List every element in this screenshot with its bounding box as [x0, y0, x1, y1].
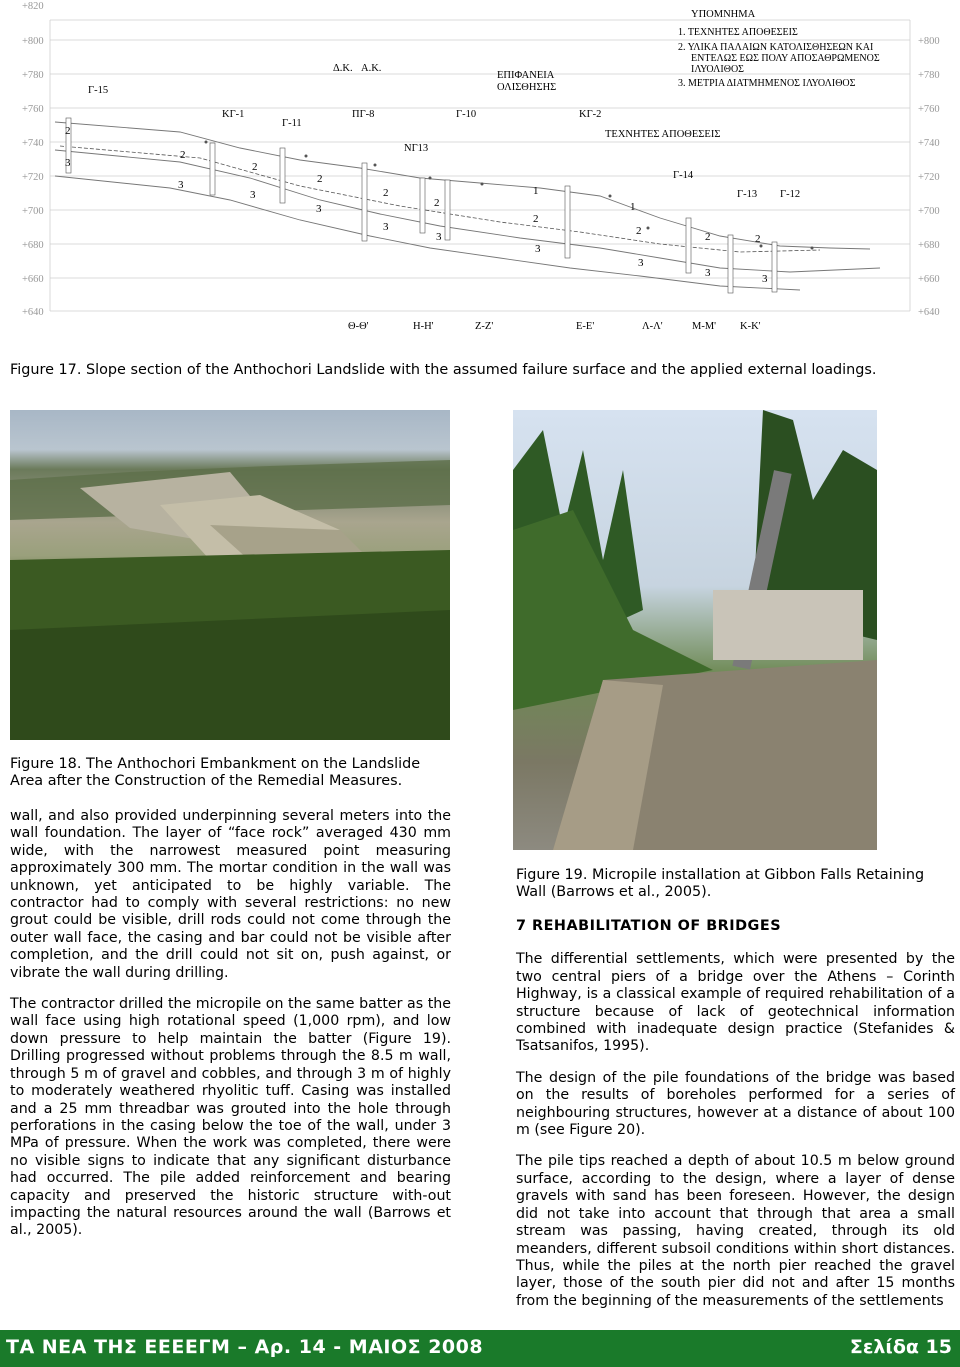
elev-left-820: +820	[22, 1, 44, 12]
label-fill: ΤΕΧΝΗΤΕΣ ΑΠΟΘΕΣΕΙΣ	[605, 129, 721, 140]
borehole-g14	[686, 218, 691, 273]
section-heading: 7 REHABILITATION OF BRIDGES	[516, 918, 782, 934]
cut-label: Κ-Κ'	[740, 321, 761, 332]
layer-num: 2	[434, 197, 440, 209]
label-dk: Δ.Κ.	[333, 63, 353, 74]
cut-label: Ζ-Ζ'	[475, 321, 494, 332]
layer-num: 2	[383, 187, 389, 199]
figure-17-caption: Figure 17. Slope section of the Anthochori Landslide with the assumed failure surface and the applied external loadings.	[10, 362, 877, 378]
layer-num: 3	[535, 243, 541, 255]
left-paragraph-2: The contractor drilled the micropile on the same batter as the wall face using high rotational speed (1,000 rpm), and low down pressure to help maintain the batter (Figure 19). Drilling progressed without problems through the 8.5 m wall, through 5 m of gravel and cobbles, and through 3 m of highly to moderately weathered rhyolitic tuff. Casing was installed and a 25 mm threadbar was grouted into the hole through perforations in the casing below the toe of the wall, under 3 MPa of pressure. When the work was completed, there were no visible signs to indicate that any significant disturbance had occurred. The pile added reinforcement and bearing capacity and preserved the historic structure with-out impacting the natural resources around the wall (Barrows et al., 2005).	[10, 996, 451, 1239]
borehole-pg8	[362, 163, 367, 241]
figure-18-caption-line-2: Area after the Construction of the Remedial Measures.	[10, 773, 403, 789]
footer-page-number: Σελίδα 15	[849, 1336, 952, 1358]
page-footer	[0, 1330, 960, 1367]
layer-num: 3	[250, 189, 256, 201]
figure-19-photo	[513, 410, 877, 850]
label-surface-2: ΟΛΙΣΘΗΣΗΣ	[497, 82, 557, 93]
elev-right-720: +720	[918, 172, 940, 183]
elev-left-700: +700	[22, 206, 44, 217]
slope-section-figure	[0, 0, 960, 340]
section-cut-labels	[348, 321, 761, 332]
elev-left-760: +760	[22, 104, 44, 115]
elev-left-780: +780	[22, 70, 44, 81]
left-column	[10, 808, 451, 1254]
label-pg8: ΠΓ-8	[352, 109, 375, 120]
slope-section-svg	[0, 0, 960, 340]
layer-num: 1	[533, 185, 539, 197]
label-g14: Γ-14	[673, 170, 694, 181]
legend-item-2a: 2. ΥΛΙΚΑ ΠΑΛΑΙΩΝ ΚΑΤΟΛΙΣΘΗΣΕΩΝ ΚΑΙ	[678, 42, 874, 53]
borehole-g10	[445, 180, 450, 240]
layer-num: 2	[180, 149, 186, 161]
cut-label: Λ-Λ'	[642, 321, 663, 332]
layer-num: 2	[705, 231, 711, 243]
right-column	[516, 918, 955, 1324]
cut-label: Ε-Ε'	[576, 321, 595, 332]
legend-item-2c: ΙΛΥΟΛΙΘΟΣ	[691, 64, 744, 75]
layer-num: 3	[383, 221, 389, 233]
label-ng13: ΝΓ13	[404, 143, 429, 154]
layer-num: 3	[638, 257, 644, 269]
layer-num: 1	[630, 201, 636, 213]
label-surface-1: ΕΠΙΦΑΝΕΙΑ	[497, 70, 555, 81]
label-g13: Γ-13	[737, 189, 758, 200]
elev-left-800: +800	[22, 36, 44, 47]
label-g11: Γ-11	[282, 118, 302, 129]
cut-label: Μ-Μ'	[692, 321, 717, 332]
layer-num: 3	[436, 231, 442, 243]
micropile-photo-art	[513, 410, 877, 850]
elev-right-700: +700	[918, 206, 940, 217]
layer-num: 3	[316, 203, 322, 215]
embankment-photo-art	[10, 410, 450, 740]
elev-right-740: +740	[918, 138, 940, 149]
elev-left-640: +640	[22, 307, 44, 318]
footer-publication: ΤΑ ΝΕΑ ΤΗΣ ΕΕΕΕΓΜ – Αρ. 14 - ΜΑΙΟΣ 2008	[6, 1336, 484, 1358]
layer-num: 2	[252, 161, 258, 173]
layer-num: 3	[178, 179, 184, 191]
label-g10: Γ-10	[456, 109, 477, 120]
layer-num: 2	[533, 213, 539, 225]
layer-num: 2	[636, 225, 642, 237]
right-paragraph-3: The pile tips reached a depth of about 10.5 m below ground surface, according to the design, where a layer of dense gravels with sand has been foreseen. However, the design did not take into account that through that area a small stream was passing, having created, through its old meanders, different subsoil conditions within short distances. Thus, while the piles at the north pier reached the gravel layer, those of the south pier did not and after 15 months from the beginning of the measurements of the settlements	[516, 1153, 955, 1309]
cut-label: Θ-Θ'	[348, 321, 369, 332]
layer-num: 3	[762, 273, 768, 285]
elev-left-720: +720	[22, 172, 44, 183]
figure-19-caption	[516, 867, 956, 901]
label-g15: Γ-15	[88, 85, 109, 96]
label-kg2: ΚΓ-2	[579, 109, 602, 120]
left-paragraph-1: wall, and also provided underpinning several meters into the wall foundation. The layer of “face rock” averaged 430 mm wide, with the narrowest measured point measuring approximately 300 mm. The mortar condition in the wall was unknown, yet anticipated to be highly variable. The contractor had to comply with several restrictions: no new grout could be visible, drill rods could not come through the outer wall face, the casing and bar could not be visible after completion, and the drill could not sit on, push against, or vibrate the wall during drilling.	[10, 808, 451, 981]
legend-item-2b: ΕΝΤΕΛΩΣ ΕΩΣ ΠΟΛΥ ΑΠΟΣΑΘΡΩΜΕΝΟΣ	[691, 53, 880, 64]
layer-num: 2	[65, 125, 71, 137]
cut-label: Η-Η'	[413, 321, 434, 332]
elev-left-660: +660	[22, 274, 44, 285]
elevation-labels-right	[918, 36, 940, 318]
legend	[678, 9, 880, 89]
borehole-g12	[772, 242, 777, 292]
elev-right-780: +780	[918, 70, 940, 81]
legend-item-3: 3. ΜΕΤΡΙΑ ΔΙΑΤΜΗΜΕΝΟΣ ΙΛΥΟΛΙΘΟΣ	[678, 78, 856, 89]
figure-18-caption	[10, 756, 455, 790]
elevation-labels-left	[22, 1, 44, 318]
load-markers	[205, 141, 814, 250]
label-ak: Α.Κ.	[361, 63, 382, 74]
elev-right-800: +800	[918, 36, 940, 47]
layer-num: 3	[65, 157, 71, 169]
legend-item-1: 1. ΤΕΧΝΗΤΕΣ ΑΠΟΘΕΣΕΙΣ	[678, 27, 798, 38]
right-paragraph-1: The differential settlements, which were presented by the two central piers of a bridge over the Athens – Corinth Highway, is a classical example of required rehabilitation of a structure because of lack of geotechnical information combined with inadequate design practice (Stefanides & Tsatsanifos, 1995).	[516, 951, 955, 1055]
layer-num: 3	[705, 267, 711, 279]
elev-right-760: +760	[918, 104, 940, 115]
borehole-kg2	[565, 186, 570, 258]
borehole-kg1	[210, 143, 215, 195]
elev-right-680: +680	[918, 240, 940, 251]
ground-profile	[55, 122, 880, 290]
elev-right-660: +660	[918, 274, 940, 285]
elev-left-740: +740	[22, 138, 44, 149]
borehole-g13	[728, 235, 733, 293]
borehole-g11	[280, 148, 285, 203]
label-g12: Γ-12	[780, 189, 801, 200]
figure-18-caption-line-1: Figure 18. The Anthochori Embankment on the Landslide	[10, 756, 421, 772]
elev-right-640: +640	[918, 307, 940, 318]
label-kg1: ΚΓ-1	[222, 109, 245, 120]
figure-19-caption-line-1: Figure 19. Micropile installation at Gibbon Falls Retaining	[516, 867, 925, 883]
figure-19-caption-line-2: Wall (Barrows et al., 2005).	[516, 884, 712, 900]
layer-num: 2	[317, 173, 323, 185]
legend-title: ΥΠΟΜΝΗΜΑ	[691, 9, 756, 20]
right-paragraph-2: The design of the pile foundations of the bridge was based on the results of boreholes performed for a series of neighbouring structures, however at a distance of about 100 m (see Figure 20).	[516, 1069, 955, 1139]
elev-left-680: +680	[22, 240, 44, 251]
layer-num: 2	[755, 233, 761, 245]
borehole-ng13	[420, 178, 425, 233]
figure-18-photo	[10, 410, 450, 740]
